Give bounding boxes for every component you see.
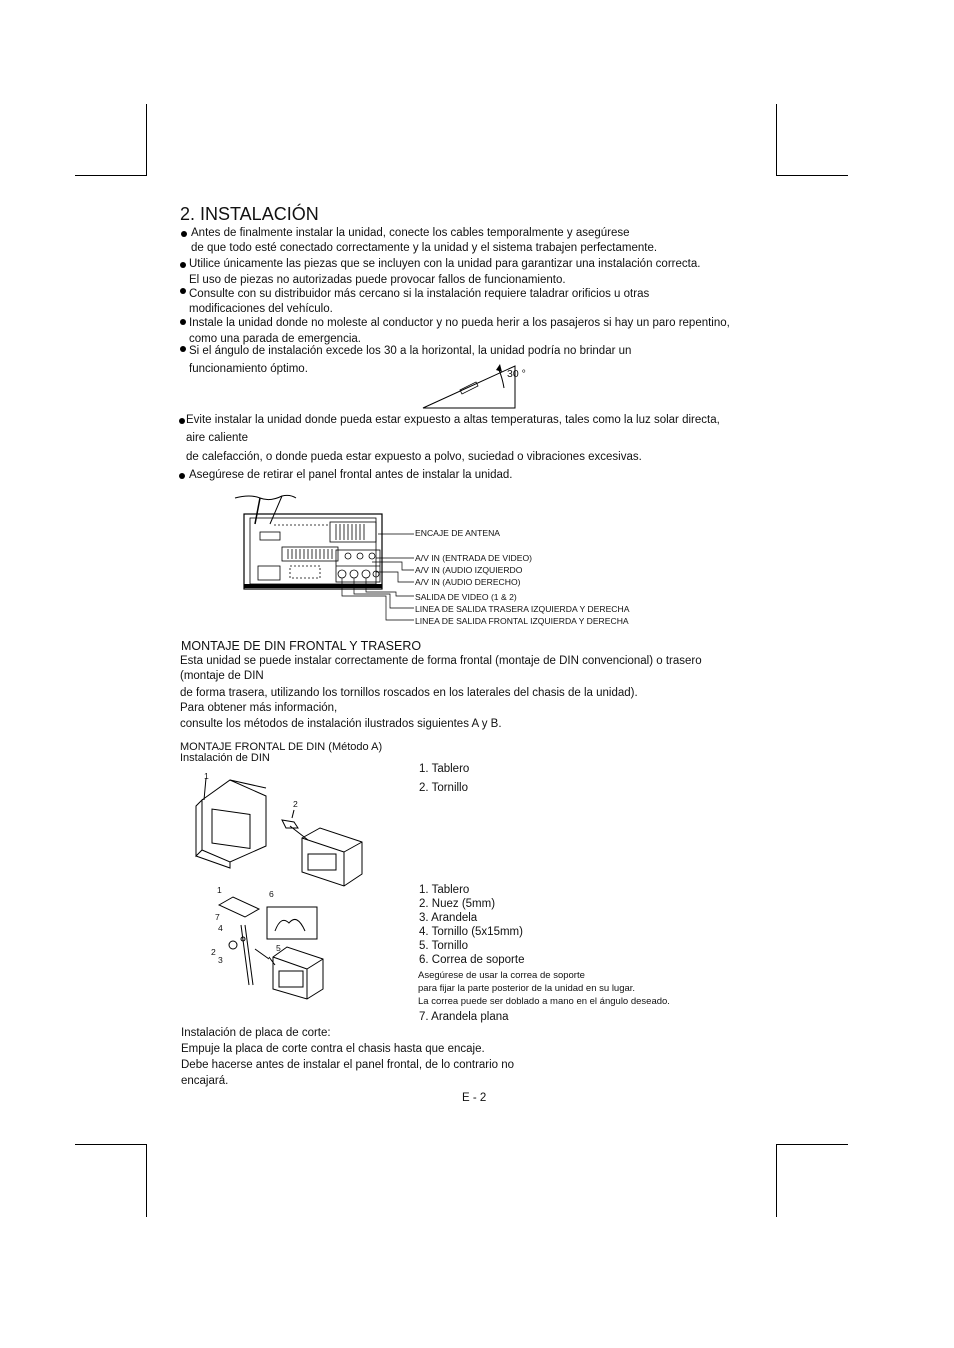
method-a-subheading: Instalación de DIN xyxy=(180,752,270,764)
fig2-callout-5: 5 xyxy=(276,943,281,953)
bullet-3-line-1: Consulte con su distribuidor más cercano si la instalación requiere taladrar orificios u otras xyxy=(189,288,650,300)
din-mount-heading: MONTAJE DE DIN FRONTAL Y TRASERO xyxy=(181,639,422,653)
crop-mark-bottom-left-v xyxy=(146,1144,147,1217)
fig2-callout-1: 1 xyxy=(217,885,222,895)
din-installation-figure-1 xyxy=(190,770,370,890)
fig2-callout-2: 2 xyxy=(211,947,216,957)
din-mount-p2: (montaje de DIN xyxy=(180,670,264,682)
trim-plate-line-3: Debe hacerse antes de instalar el panel frontal, de lo contrario no xyxy=(181,1059,515,1071)
crop-mark-top-right-v xyxy=(776,104,777,176)
fig2-note-1: Asegúrese de usar la correa de soporte xyxy=(418,970,585,981)
fig2-note-3: La correa puede ser doblado a mano en el ángulo deseado. xyxy=(418,996,670,1007)
fig2-item-3: 3. Arandela xyxy=(419,912,478,924)
fig2-item-5: 5. Tornillo xyxy=(419,940,469,952)
method-a-heading: MONTAJE FRONTAL DE DIN (Método A) xyxy=(180,741,383,753)
label-av-left: A/V IN (AUDIO IZQUIERDO xyxy=(415,565,523,575)
fig2-item-1: 1. Tablero xyxy=(419,884,470,896)
bullet-4-line-2: como una parada de emergencia. xyxy=(189,333,361,345)
fig1-item-1: 1. Tablero xyxy=(419,763,470,775)
fig2-item-4: 4. Tornillo (5x15mm) xyxy=(419,926,523,938)
din-mount-p3: de forma trasera, utilizando los tornillos roscados en los laterales del chasis de la unidad). xyxy=(180,687,638,699)
bullet-dot xyxy=(180,319,186,325)
din-installation-figure-2 xyxy=(205,885,335,1010)
bullet-4-line-1: Instale la unidad donde no moleste al conductor y no pueda herir a los pasajeros si hay un paro repentino, xyxy=(189,317,730,329)
bullet-1-line-2: de que todo esté conectado correctamente y la unidad y el sistema trabajen perfectamente. xyxy=(191,242,658,254)
fig2-callout-6: 6 xyxy=(269,889,274,899)
section-title: 2. INSTALACIÓN xyxy=(180,204,319,224)
label-av-video: A/V IN (ENTRADA DE VIDEO) xyxy=(415,553,532,563)
trim-plate-line-4: encajará. xyxy=(181,1075,229,1087)
crop-mark-top-left-h xyxy=(75,175,147,176)
fig2-callout-7: 7 xyxy=(215,912,220,922)
bullet-2-line-1: Utilice únicamente las piezas que se incluyen con la unidad para garantizar una instalación correcta. xyxy=(189,258,701,270)
crop-mark-top-left-v xyxy=(146,104,147,176)
din-mount-p4: Para obtener más información, xyxy=(180,702,338,714)
fig2-item-2: 2. Nuez (5mm) xyxy=(419,898,496,910)
bullet-1-line-1: Antes de finalmente instalar la unidad, conecte los cables temporalmente y asegúrese xyxy=(191,227,630,239)
fig1-callout-1: 1 xyxy=(204,771,209,781)
label-front-line-out: LINEA DE SALIDA FRONTAL IZQUIERDA Y DERECHA xyxy=(415,616,629,626)
fig1-item-2: 2. Tornillo xyxy=(419,782,469,794)
crop-mark-bottom-left-h xyxy=(75,1144,147,1145)
trim-plate-line-2: Empuje la placa de corte contra el chasis hasta que encaje. xyxy=(181,1043,485,1055)
bullet-2-line-2: El uso de piezas no autorizadas puede provocar fallos de funcionamiento. xyxy=(189,274,566,286)
label-rear-line-out: LINEA DE SALIDA TRASERA IZQUIERDA Y DERECHA xyxy=(415,604,630,614)
bullet-dot xyxy=(179,473,185,479)
crop-mark-bottom-right-h xyxy=(776,1144,848,1145)
bullet-dot xyxy=(180,262,186,268)
bullet-6-line-1: Evite instalar la unidad donde pueda estar expuesto a altas temperaturas, tales como la luz solar directa, xyxy=(186,414,720,426)
label-av-right: A/V IN (AUDIO DERECHO) xyxy=(415,577,521,587)
trim-plate-line-1: Instalación de placa de corte: xyxy=(181,1027,331,1039)
bullet-3-line-2: modificaciones del vehículo. xyxy=(189,303,333,315)
bullet-dot xyxy=(181,231,187,237)
bullet-7-line-1: Asegúrese de retirar el panel frontal antes de instalar la unidad. xyxy=(189,469,513,481)
fig1-callout-2: 2 xyxy=(293,799,298,809)
bullet-dot xyxy=(180,288,186,294)
angle-label: 30 ° xyxy=(507,368,526,380)
rear-panel-diagram xyxy=(230,492,420,598)
fig2-callout-3: 3 xyxy=(218,955,223,965)
bullet-5-line-1: Si el ángulo de instalación excede los 30 a la horizontal, la unidad podría no brindar un xyxy=(189,345,632,357)
fig2-item-7: 7. Arandela plana xyxy=(419,1011,509,1023)
din-mount-p1: Esta unidad se puede instalar correctamente de forma frontal (montaje de DIN convencional) o trasero xyxy=(180,655,702,667)
bullet-dot xyxy=(180,346,186,352)
bullet-5-line-2: funcionamiento óptimo. xyxy=(189,363,308,375)
crop-mark-top-right-h xyxy=(776,175,848,176)
label-video-out: SALIDA DE VIDEO (1 & 2) xyxy=(415,592,517,602)
crop-mark-bottom-right-v xyxy=(776,1144,777,1217)
din-mount-p5: consulte los métodos de instalación ilustrados siguientes A y B. xyxy=(180,718,502,730)
fig2-item-6: 6. Correa de soporte xyxy=(419,954,525,966)
fig2-note-2: para fijar la parte posterior de la unidad en su lugar. xyxy=(418,983,636,994)
bullet-dot xyxy=(179,418,185,424)
fig2-callout-4: 4 xyxy=(218,923,223,933)
bullet-6-line-2: aire caliente xyxy=(186,432,249,444)
page-number: E - 2 xyxy=(462,1092,487,1104)
label-antenna: ENCAJE DE ANTENA xyxy=(415,528,501,538)
bullet-6-line-3: de calefacción, o donde pueda estar expuesto a polvo, suciedad o vibraciones excesivas. xyxy=(186,451,642,463)
